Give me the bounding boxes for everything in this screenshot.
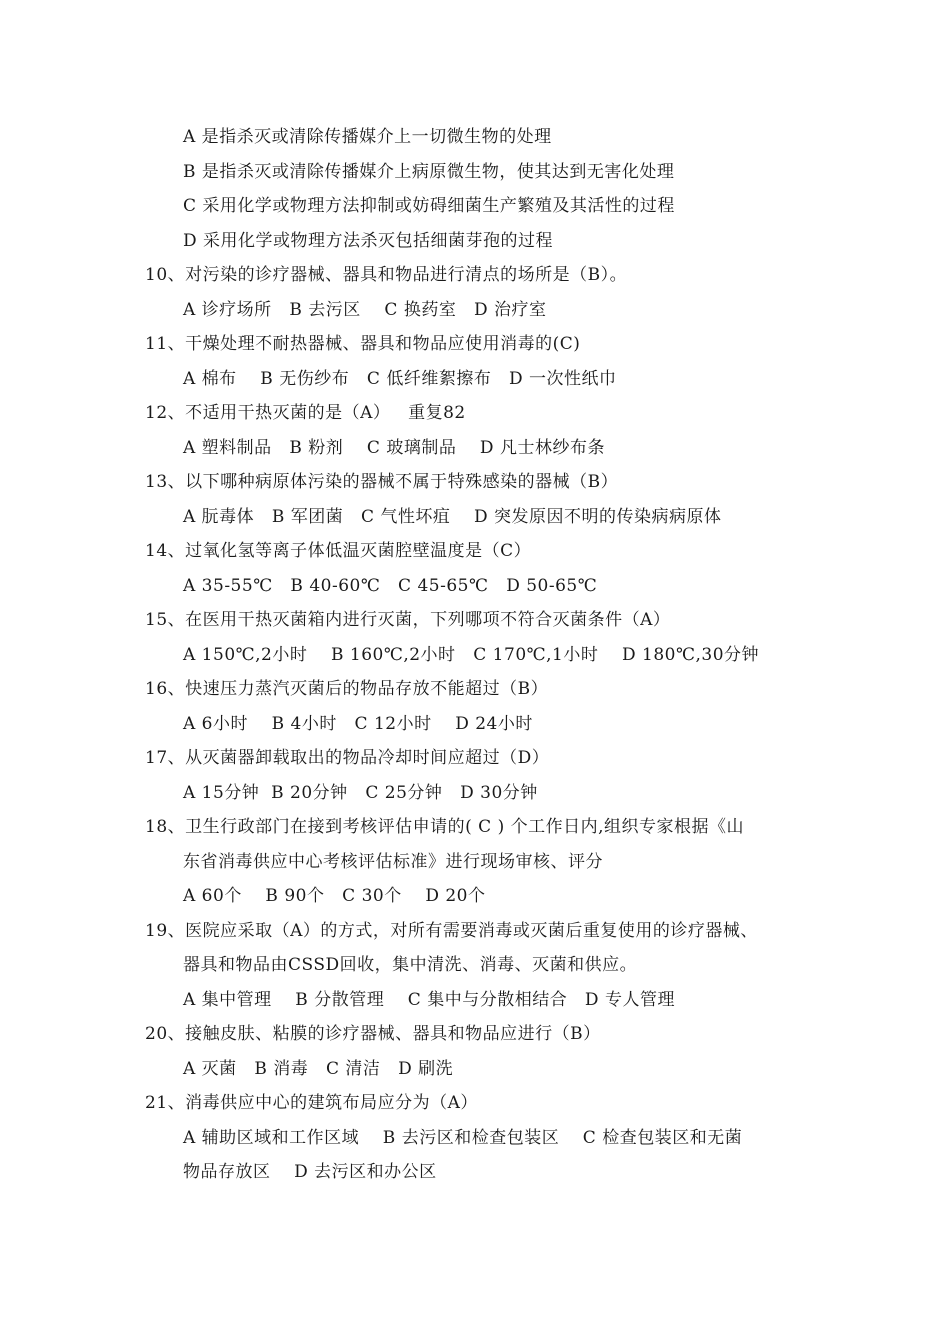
option-line: A 诊疗场所 B 去污区 C 换药室 D 治疗室 [183,300,547,320]
option-line: A 灭菌 B 消毒 C 清洁 D 刷洗 [183,1059,454,1079]
question-line: 10、对污染的诊疗器械、器具和物品进行清点的场所是（B）。 [145,265,628,285]
option-line: A 辅助区域和工作区域 B 去污区和检查包装区 C 检查包装区和无菌 [183,1128,743,1148]
question-line: 14、过氧化氢等离子体低温灭菌腔壁温度是（C） [145,541,532,561]
option-line: A 150℃,2小时 B 160℃,2小时 C 170℃,1小时 D 180℃,30分钟 [183,645,760,665]
option-line: B 是指杀灭或清除传播媒介上病原微生物，使其达到无害化处理 [183,162,675,182]
option-line: A 棉布 B 无伤纱布 C 低纤维絮擦布 D 一次性纸巾 [183,369,617,389]
question-line: 11、干燥处理不耐热器械、器具和物品应使用消毒的(C) [145,334,581,354]
question-line: 17、从灭菌器卸载取出的物品冷却时间应超过（D） [145,748,550,768]
question-line: 19、医院应采取（A）的方式，对所有需要消毒或灭菌后重复使用的诊疗器械、 [145,921,758,941]
option-line: A 集中管理 B 分散管理 C 集中与分散相结合 D 专人管理 [183,990,675,1010]
option-line: A 塑料制品 B 粉剂 C 玻璃制品 D 凡士林纱布条 [183,438,605,458]
question-line: 20、接触皮肤、粘膜的诊疗器械、器具和物品应进行（B） [145,1024,601,1044]
question-line-continued: 器具和物品由CSSD回收，集中清洗、消毒、灭菌和供应。 [183,955,638,975]
question-line: 15、在医用干热灭菌箱内进行灭菌，下列哪项不符合灭菌条件（A） [145,610,671,630]
option-line: A 朊毒体 B 军团菌 C 气性坏疽 D 突发原因不明的传染病病原体 [183,507,722,527]
option-line: A 35-55℃ B 40-60℃ C 45-65℃ D 50-65℃ [183,576,598,596]
option-line-continued: 物品存放区 D 去污区和办公区 [183,1162,437,1182]
option-line: A 15分钟 B 20分钟 C 25分钟 D 30分钟 [183,783,538,803]
option-line: A 6小时 B 4小时 C 12小时 D 24小时 [183,714,533,734]
option-line: D 采用化学或物理方法杀灭包括细菌芽孢的过程 [183,231,554,251]
option-line: C 采用化学或物理方法抑制或妨碍细菌生产繁殖及其活性的过程 [183,196,675,216]
question-line-continued: 东省消毒供应中心考核评估标准》进行现场审核、评分 [183,852,603,872]
option-line: A 60个 B 90个 C 30个 D 20个 [183,886,486,906]
question-line: 18、卫生行政部门在接到考核评估申请的( C ) 个工作日内,组织专家根据《山 [145,817,745,837]
option-line: A 是指杀灭或清除传播媒介上一切微生物的处理 [183,127,552,147]
question-line: 12、不适用干热灭菌的是（A） 重复82 [145,403,466,423]
question-line: 21、消毒供应中心的建筑布局应分为（A） [145,1093,478,1113]
question-line: 16、快速压力蒸汽灭菌后的物品存放不能超过（B） [145,679,549,699]
question-line: 13、以下哪种病原体污染的器械不属于特殊感染的器械（B） [145,472,619,492]
